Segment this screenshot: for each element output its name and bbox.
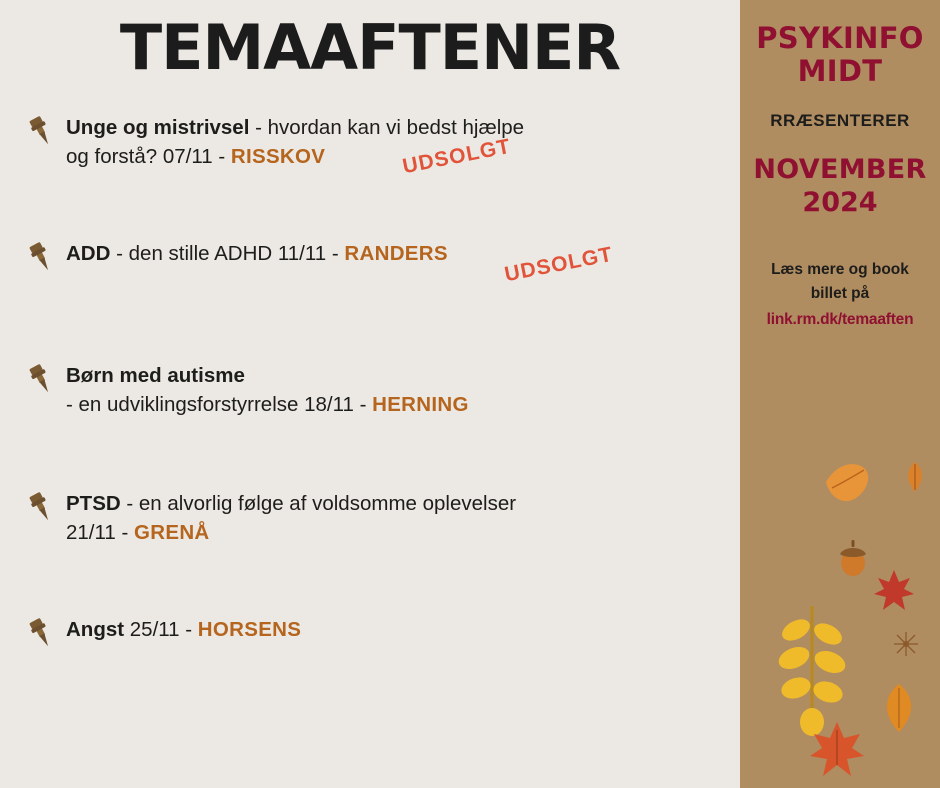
- list-item[interactable]: [24, 360, 720, 488]
- event-place: RISSKOV: [230, 145, 326, 169]
- leaf-icon: [820, 458, 878, 510]
- event-desc-1: - den stille ADHD 11/11 -: [110, 242, 345, 266]
- booking-link[interactable]: link.rm.dk/temaaften: [766, 311, 914, 329]
- list-item[interactable]: [24, 488, 720, 614]
- pushpin-icon: [24, 362, 66, 396]
- leaf-icon: [900, 460, 930, 494]
- event-text: [66, 238, 615, 287]
- event-title: PTSD: [66, 492, 121, 516]
- event-list: [0, 112, 740, 710]
- brand-line-2: MIDT: [797, 54, 883, 89]
- booking-line-2: billet på: [810, 285, 870, 303]
- pushpin-icon: [24, 240, 66, 274]
- event-desc-1: - hvordan kan vi bedst hjælpe: [249, 116, 525, 140]
- event-place: HERNING: [372, 393, 469, 417]
- presents-label: RRÆSENTERER: [770, 110, 910, 130]
- year-label: 2024: [802, 187, 878, 219]
- list-item[interactable]: [24, 112, 720, 238]
- event-desc-2: 21/11 -: [66, 521, 134, 545]
- event-desc-1: 25/11 -: [124, 618, 198, 642]
- booking-line-1: Læs mere og book: [771, 261, 909, 279]
- status-badge: UDSOLGT: [400, 134, 513, 179]
- pushpin-icon: [24, 114, 66, 148]
- leaf-icon: [872, 568, 916, 616]
- event-title: Unge og mistrivsel: [66, 116, 250, 140]
- seed-icon: [892, 630, 920, 658]
- event-text: [66, 488, 516, 547]
- event-text: [66, 112, 525, 179]
- acorn-icon: [836, 538, 870, 578]
- brand-line-1: PSYKINFO: [756, 21, 924, 55]
- event-place: GRENÅ: [134, 521, 210, 545]
- brand-name: [750, 22, 930, 89]
- booking-info: [750, 258, 930, 332]
- event-desc-1: - en alvorlig følge af voldsomme oplevelser: [120, 492, 517, 516]
- autumn-leaves-decoration: [740, 440, 940, 788]
- leaf-icon: [808, 720, 866, 780]
- status-badge: UDSOLGT: [502, 242, 615, 287]
- event-desc-2: og forstå? 07/11 -: [66, 145, 231, 169]
- list-item[interactable]: [24, 614, 720, 710]
- pushpin-icon: [24, 490, 66, 524]
- event-text: [66, 360, 469, 419]
- event-desc-2: - en udviklingsforstyrrelse 18/11 -: [66, 393, 373, 417]
- leaf-icon: [876, 682, 922, 734]
- event-text: [66, 614, 301, 644]
- page-title: TEMAAFTENER: [119, 11, 621, 84]
- pushpin-icon: [24, 616, 66, 650]
- event-place: HORSENS: [197, 618, 302, 642]
- event-place: RANDERS: [344, 242, 448, 266]
- event-title: Angst: [66, 618, 125, 642]
- event-title: Børn med autisme: [66, 364, 245, 388]
- month-label: NOVEMBER: [753, 153, 927, 185]
- event-title: ADD: [66, 242, 111, 266]
- sidebar: [740, 0, 940, 788]
- list-item[interactable]: [24, 238, 720, 360]
- leaf-icon: [766, 600, 854, 740]
